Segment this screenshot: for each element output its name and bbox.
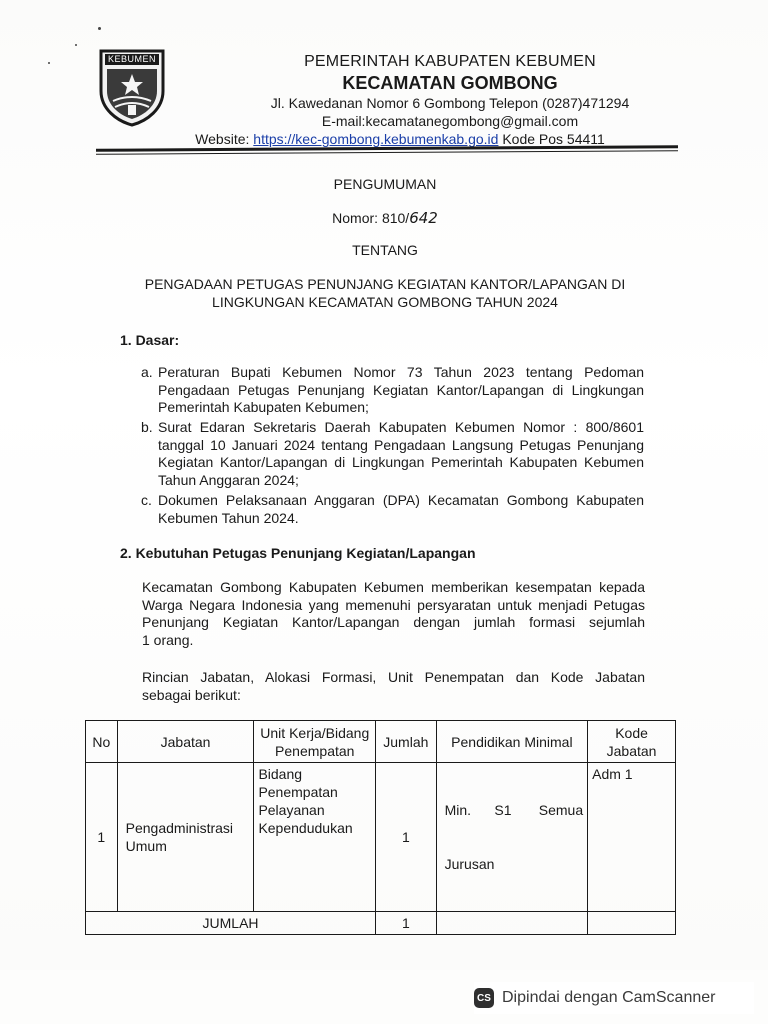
title-perihal-1: PENGADAAN PETUGAS PENUNJANG KEGIATAN KANTOR/LAPANGAN DI	[144, 276, 626, 292]
header-jumlah: Jumlah	[376, 721, 437, 763]
letterhead-pemerintah: PEMERINTAH KABUPATEN KEBUMEN	[304, 53, 596, 70]
section-kebutuhan-heading: 2. Kebutuhan Petugas Penunjang Kegiatan/Lapangan	[120, 545, 476, 561]
cell-line: Bidang	[258, 766, 303, 782]
dasar-item-b	[141, 419, 644, 489]
dasar-item-line: Surat Edaran Sekretaris Daerah Kabupaten Kebumen Nomor : 800/8601	[158, 419, 644, 435]
cell-line: Min. S1 Semua	[444, 802, 584, 818]
dasar-item-line: Pengadaan Petugas Penunjang Kegiatan Kantor/Lapangan di Lingkungan	[158, 381, 644, 398]
dasar-item-c	[141, 492, 644, 527]
list-marker: b.	[141, 419, 153, 435]
dasar-item-line: Tahun Anggaran 2024;	[158, 471, 299, 488]
dasar-item-a	[141, 364, 644, 417]
title-nomor	[100, 209, 670, 227]
cell-no: 1	[86, 763, 118, 912]
title-tentang: TENTANG	[352, 242, 418, 258]
title-perihal-2: LINGKUNGAN KECAMATAN GOMBONG TAHUN 2024	[212, 294, 558, 310]
nomor-label: Nomor: 810/	[332, 210, 410, 226]
dasar-item-line: Pemerintah Kabupaten Kebumen;	[158, 399, 369, 415]
title-pengumuman: PENGUMUMAN	[333, 176, 437, 192]
paragraph-line: 1 orang.	[142, 631, 194, 648]
table-total-row	[86, 912, 676, 935]
logo-text: KEBUMEN	[107, 54, 156, 64]
list-marker: c.	[141, 492, 152, 508]
scan-speck	[98, 27, 101, 30]
cell-line: Kependudukan	[258, 820, 353, 836]
dasar-item-line: Kegiatan Kantor/Lapangan di Lingkungan Pemerintah Kabupaten Kebumen	[158, 454, 644, 470]
letterhead-alamat: Jl. Kawedanan Nomor 6 Gombong Telepon (0287)471294	[270, 95, 630, 111]
cell-jumlah: 1	[376, 763, 437, 912]
kebumen-emblem-icon	[97, 47, 167, 127]
kebutuhan-paragraph-2	[142, 669, 645, 704]
letterhead	[180, 52, 720, 148]
scan-speck	[75, 44, 77, 46]
section-dasar-heading: 1. Dasar:	[120, 332, 180, 348]
header-kode	[588, 721, 676, 763]
header-no: No	[86, 721, 118, 763]
website-link[interactable]: https://kec-gombong.kebumenkab.go.id	[253, 131, 499, 147]
camscanner-icon: CS	[474, 988, 494, 1008]
cell-line: Pengadministrasi	[125, 820, 234, 836]
kode-pos: Kode Pos 54411	[502, 131, 605, 147]
header-unit-line: Penempatan	[275, 742, 355, 759]
list-marker: a.	[141, 364, 153, 380]
cell-line: Umum	[125, 838, 167, 854]
scan-speck	[48, 62, 50, 64]
paragraph-line: Rincian Jabatan, Alokasi Formasi, Unit Penempatan dan Kode Jabatan	[142, 669, 645, 685]
table-row	[86, 763, 676, 912]
letterhead-email: E-mail:kecamatanegombong@gmail.com	[321, 113, 579, 129]
rincian-jabatan-table	[85, 720, 676, 935]
dasar-item-line: Peraturan Bupati Kebumen Nomor 73 Tahun 2023 tentang Pedoman	[158, 364, 644, 380]
cell-line: Penempatan	[258, 784, 338, 800]
paragraph-line: Kecamatan Gombong Kabupaten Kebumen memberikan kesempatan kepada	[142, 579, 645, 595]
cell-total-value: 1	[376, 912, 437, 935]
dasar-item-line: tanggal 10 Januari 2024 tentang Pengadaan Langsung Petugas Penunjang	[158, 436, 644, 453]
cell-jabatan	[117, 763, 254, 912]
cell-line: Jurusan	[444, 856, 495, 872]
header-unit-line: Unit Kerja/Bidang	[260, 724, 370, 741]
cell-empty	[588, 912, 676, 935]
table-header-row	[86, 721, 676, 763]
cell-pendidikan	[436, 763, 588, 912]
dasar-item-line: Kebumen Tahun 2024.	[158, 509, 299, 526]
kebutuhan-paragraph-1	[142, 579, 645, 649]
website-label: Website:	[195, 131, 250, 147]
paragraph-line: sebagai berikut:	[142, 686, 241, 703]
camscanner-watermark	[474, 982, 754, 1014]
camscanner-label: Dipindai dengan CamScanner	[502, 989, 716, 1006]
letterhead-kecamatan: KECAMATAN GOMBONG	[342, 73, 558, 93]
header-pendidikan: Pendidikan Minimal	[436, 721, 588, 763]
header-jabatan: Jabatan	[117, 721, 254, 763]
cell-empty	[436, 912, 588, 935]
cell-kode: Adm 1	[588, 763, 676, 912]
header-kode-line: Kode	[615, 724, 648, 741]
paragraph-line: Warga Negara Indonesia yang memenuhi persyaratan untuk menjadi Petugas	[142, 596, 645, 613]
header-unit	[254, 721, 376, 763]
paragraph-line: Penunjang Kegiatan Kantor/Lapangan dengan jumlah formasi sejumlah	[142, 614, 645, 630]
dasar-item-line: Dokumen Pelaksanaan Anggaran (DPA) Kecamatan Gombong Kabupaten	[158, 492, 644, 508]
cell-line: Pelayanan	[258, 802, 325, 818]
header-kode-line: Jabatan	[606, 742, 657, 759]
cell-total-label: JUMLAH	[86, 912, 376, 935]
nomor-handwritten: 642	[409, 209, 438, 227]
cell-unit	[254, 763, 376, 912]
